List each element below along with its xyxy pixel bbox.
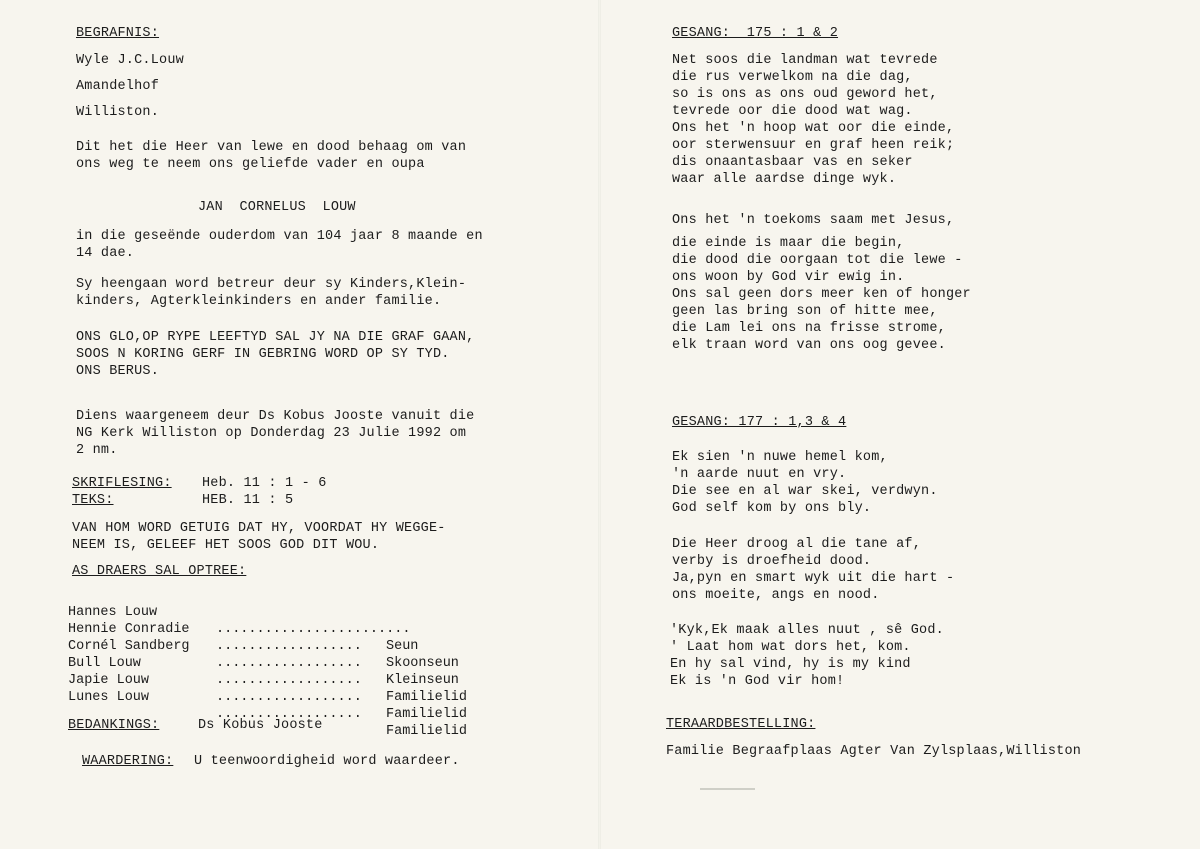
gesang-175-verse-2-line: die dood die oorgaan tot die lewe -: [672, 253, 963, 268]
gesang-177-verse-3-line: ' Laat hom wat dors het, kom.: [670, 640, 911, 655]
skriflesing-value: Heb. 11 : 1 - 6: [202, 476, 327, 491]
gesang-177-verse-1-line: Ek sien 'n nuwe hemel kom,: [672, 450, 888, 465]
draer-role: Seun: [386, 639, 419, 654]
bedankings-value: Ds Kobus Jooste: [198, 718, 323, 733]
draer-name: Japie Louw: [68, 673, 150, 688]
draer-name: Hannes Louw: [68, 605, 158, 620]
gesang-177-verse-2-line: Ja,pyn en smart wyk uit die hart -: [672, 571, 955, 586]
gesang-177-verse-3-line: 'Kyk,Ek maak alles nuut , sê God.: [670, 623, 944, 638]
gesang-177-verse-3-line: En hy sal vind, hy is my kind: [670, 657, 911, 672]
quote-line-1: ONS GLO,OP RYPE LEEFTYD SAL JY NA DIE GRAF GAAN,: [76, 330, 475, 345]
teraardbestelling-value: Familie Begraafplaas Agter Van Zylsplaas,Williston: [666, 744, 1082, 759]
right-page: [600, 0, 1200, 849]
gesang-177-heading: GESANG: 177 : 1,3 & 4: [672, 415, 847, 430]
draer-name: Hennie Conradie: [68, 622, 190, 637]
teks-quote-line-2: NEEM IS, GELEEF HET SOOS GOD DIT WOU.: [72, 538, 380, 553]
intro-line-2: ons weg te neem ons geliefde vader en oupa: [76, 157, 425, 172]
gesang-175-verse-2-line: elk traan word van ons oog gevee.: [672, 338, 946, 353]
gesang-175-verse-1-line: waar alle aardse dinge wyk.: [672, 172, 897, 187]
draer-name: Cornél Sandberg: [68, 639, 190, 654]
gesang-175-verse-1-line: oor sterwensuur en graf heen reik;: [672, 138, 955, 153]
gesang-175-verse-1-line: die rus verwelkom na die dag,: [672, 70, 913, 85]
gesang-177-verse-2-line: ons moeite, angs en nood.: [672, 588, 880, 603]
address-line-3: Williston.: [76, 105, 160, 120]
quote-line-2: SOOS N KORING GERF IN GEBRING WORD OP SY TYD.: [76, 347, 450, 362]
gesang-177-verse-2-line: verby is droefheid dood.: [672, 554, 872, 569]
draer-role: Familielid: [386, 724, 468, 739]
waardering-value: U teenwoordigheid word waardeer.: [194, 754, 460, 769]
bedankings-label: BEDANKINGS:: [68, 718, 160, 733]
gesang-177-verse-1-line: Die see en al war skei, verdwyn.: [672, 484, 938, 499]
age-line-1: in die geseënde ouderdom van 104 jaar 8 maande en: [76, 229, 483, 244]
gesang-175-verse-2-line: Ons sal geen dors meer ken of honger: [672, 287, 971, 302]
gesang-175-verse-2-line: die Lam lei ons na frisse strome,: [672, 321, 946, 336]
draer-name: Bull Louw: [68, 656, 141, 671]
mourners-line-2: kinders, Agterkleinkinders en ander familie.: [76, 294, 442, 309]
quote-line-3: ONS BERUS.: [76, 364, 160, 379]
gesang-175-verse-1-line: tevrede oor die dood wat wag.: [672, 104, 913, 119]
address-line-2: Amandelhof: [76, 79, 160, 94]
gesang-175-verse-1-line: Ons het 'n hoop wat oor die einde,: [672, 121, 955, 136]
draer-role: Familielid: [386, 690, 468, 705]
draer-role: Kleinseun: [386, 673, 459, 688]
service-line-2: NG Kerk Williston op Donderdag 23 Julie 1992 om: [76, 426, 467, 441]
waardering-label: WAARDERING:: [82, 754, 174, 769]
teks-quote-line-1: VAN HOM WORD GETUIG DAT HY, VOORDAT HY WEGGE-: [72, 521, 446, 536]
draer-dots: ..................: [216, 690, 362, 705]
service-line-1: Diens waargeneem deur Ds Kobus Jooste vanuit die: [76, 409, 475, 424]
gesang-177-verse-3-line: Ek is 'n God vir hom!: [670, 674, 845, 689]
age-line-2: 14 dae.: [76, 246, 135, 261]
gesang-177-verse-2-line: Die Heer droog al die tane af,: [672, 537, 922, 552]
gesang-175-heading: GESANG: 175 : 1 & 2: [672, 26, 839, 41]
ink-smudge: [700, 788, 755, 790]
teks-label: TEKS:: [72, 493, 114, 508]
draer-role: Skoonseun: [386, 656, 459, 671]
draer-dots: ........................: [216, 622, 411, 637]
draer-name: Lunes Louw: [68, 690, 150, 705]
teks-value: HEB. 11 : 5: [202, 493, 294, 508]
intro-line-1: Dit het die Heer van lewe en dood behaag om van: [76, 140, 467, 155]
draer-role: Familielid: [386, 707, 468, 722]
gesang-175-verse-2-line: die einde is maar die begin,: [672, 236, 905, 251]
gesang-175-verse-1-line: dis onaantasbaar vas en seker: [672, 155, 913, 170]
mourners-line-1: Sy heengaan word betreur deur sy Kinders,Klein-: [76, 277, 467, 292]
skriflesing-label: SKRIFLESING:: [72, 476, 172, 491]
gesang-175-verse-2-line: geen las bring son of hitte mee,: [672, 304, 938, 319]
draer-dots: ..................: [216, 673, 362, 688]
draer-dots: ..................: [216, 707, 362, 722]
draer-dots: ..................: [216, 639, 362, 654]
deceased-name: JAN CORNELUS LOUW: [198, 200, 356, 215]
gesang-177-verse-1-line: God self kom by ons bly.: [672, 501, 872, 516]
teraardbestelling-heading: TERAARDBESTELLING:: [666, 717, 816, 732]
gesang-175-verse-2-line: ons woon by God vir ewig in.: [672, 270, 905, 285]
service-line-3: 2 nm.: [76, 443, 118, 458]
gesang-175-verse-1-line: Net soos die landman wat tevrede: [672, 53, 938, 68]
gesang-177-verse-1-line: 'n aarde nuut en vry.: [672, 467, 847, 482]
begrafnis-heading: BEGRAFNIS:: [76, 26, 160, 41]
address-line-1: Wyle J.C.Louw: [76, 53, 184, 68]
draers-heading: AS DRAERS SAL OPTREE:: [72, 564, 247, 579]
gesang-175-verse-1-line: so is ons as ons oud geword het,: [672, 87, 938, 102]
gesang-175-verse-2-line: Ons het 'n toekoms saam met Jesus,: [672, 213, 955, 228]
draer-dots: ..................: [216, 656, 362, 671]
